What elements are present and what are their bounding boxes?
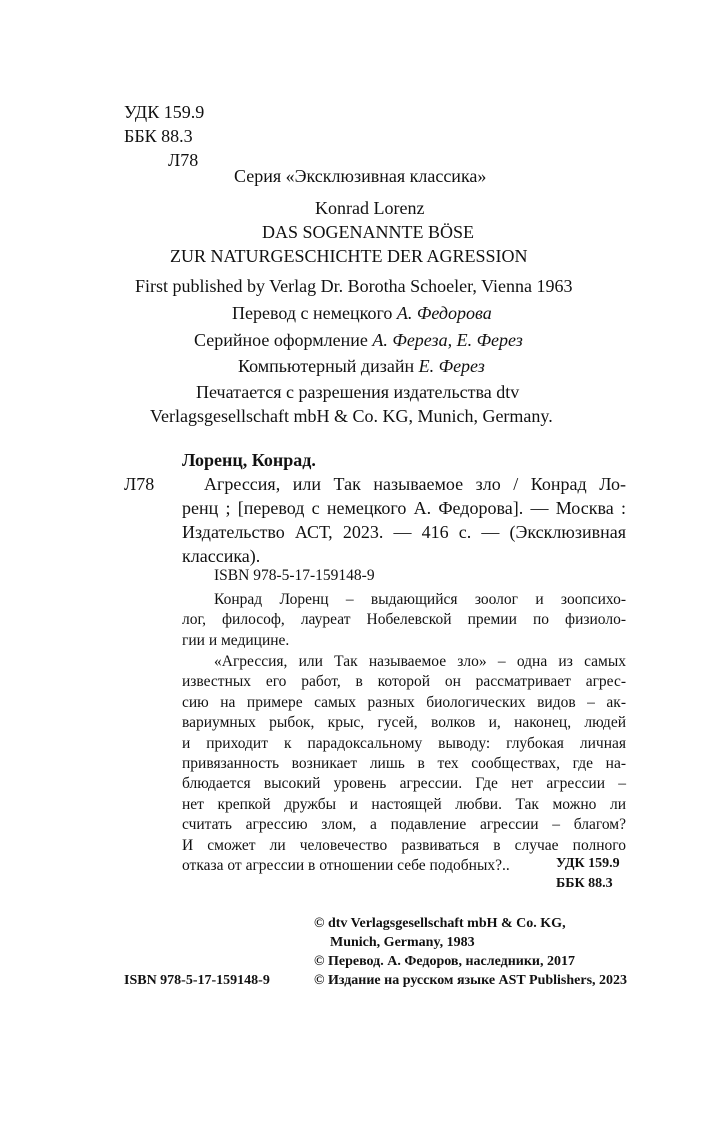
annotation-paragraph-1 [182, 590, 626, 651]
annotation-line: сию на примере самых разных биологических видов – ак- [182, 693, 626, 711]
translation-name: А. Федорова [396, 303, 492, 323]
catalog-isbn: ISBN 978-5-17-159148-9 [214, 567, 375, 584]
catalog-line: ренц ; [перевод с немецкого А. Федорова]. — Москва : [182, 498, 626, 518]
permission-line1: Печатается с разрешения издательства dtv [196, 382, 520, 402]
copyright-line2: Munich, Germany, 1983 [330, 935, 475, 950]
series-design-name: А. Фереза, Е. Ферез [372, 330, 523, 350]
catalog-line: Издательство АСТ, 2023. — 416 с. — (Эксклюзивная [182, 522, 626, 542]
permission-line2: Verlagsgesellschaft mbH & Co. KG, Munich, Germany. [150, 406, 553, 426]
original-author: Konrad Lorenz [315, 198, 425, 218]
annotation-line: блюдается высокий уровень агрессии. Где нет агрессии – [182, 775, 626, 793]
annotation-line: считать агрессию злом, а подавление агрессии – благом? [182, 816, 626, 834]
annotation-line: и приходит к парадоксальному выводу: глубокая личная [182, 734, 626, 752]
annotation-line: нет крепкой дружбы и настоящей любви. Так можно ли [182, 795, 626, 813]
bbk-code: ББК 88.3 [124, 126, 193, 146]
series-design-label: Серийное оформление [194, 330, 368, 350]
catalog-sign: Л78 [124, 474, 155, 494]
catalog-line: классика). [182, 546, 261, 566]
bottom-bbk-code: ББК 88.3 [556, 876, 613, 891]
copyright-line4: © Издание на русском языке AST Publishers, 2023 [314, 973, 628, 988]
copyright-line3: © Перевод. А. Федоров, наследники, 2017 [314, 954, 575, 969]
author-sign: Л78 [168, 150, 199, 170]
computer-design-label: Компьютерный дизайн [238, 356, 415, 376]
annotation-line: гии и медицине. [182, 631, 290, 649]
annotation-paragraph-2 [182, 652, 626, 876]
first-published: First published by Verlag Dr. Borotha Schoeler, Vienna 1963 [135, 276, 573, 296]
copyright-isbn: ISBN 978-5-17-159148-9 [124, 973, 270, 988]
series-title: Серия «Эксклюзивная классика» [234, 166, 487, 186]
computer-design-credit [238, 354, 485, 378]
annotation-line: И сможет ли человечество развиваться в случае полного [182, 836, 626, 854]
annotation-line: известных его работ, в которой он рассматривает агрес- [182, 673, 626, 691]
original-title-line2: ZUR NATURGESCHICHTE DER AGRESSION [170, 246, 528, 266]
annotation-line: отказа от агрессии в отношении себе подобных?.. [182, 857, 510, 875]
catalog-heading: Лоренц, Конрад. [182, 450, 316, 470]
annotation-line: Конрад Лоренц – выдающийся зоолог и зоопсихо- [214, 591, 626, 608]
annotation-line: «Агрессия, или Так называемое зло» – одна из самых [214, 653, 626, 670]
copyright-line1: © dtv Verlagsgesellschaft mbH & Co. KG, [314, 916, 566, 931]
catalog-description [182, 472, 626, 568]
computer-design-name: Е. Ферез [418, 356, 485, 376]
translation-label: Перевод с немецкого [232, 303, 393, 323]
annotation-line: вариумных рыбок, крыс, гусей, волков и, наконец, людей [182, 714, 626, 732]
bottom-udk-code: УДК 159.9 [556, 856, 620, 871]
catalog-line: Агрессия, или Так называемое зло / Конрад Ло- [204, 474, 626, 494]
annotation-line: лог, философ, лауреат Нобелевской премии по физиоло- [182, 611, 626, 629]
udk-code: УДК 159.9 [124, 102, 205, 122]
original-title-line1: DAS SOGENANNTE BÖSE [262, 222, 475, 242]
series-design-credit [194, 328, 523, 352]
translation-credit [232, 301, 492, 325]
annotation-line: привязанность возникает лишь в тех сообществах, где на- [182, 755, 626, 773]
